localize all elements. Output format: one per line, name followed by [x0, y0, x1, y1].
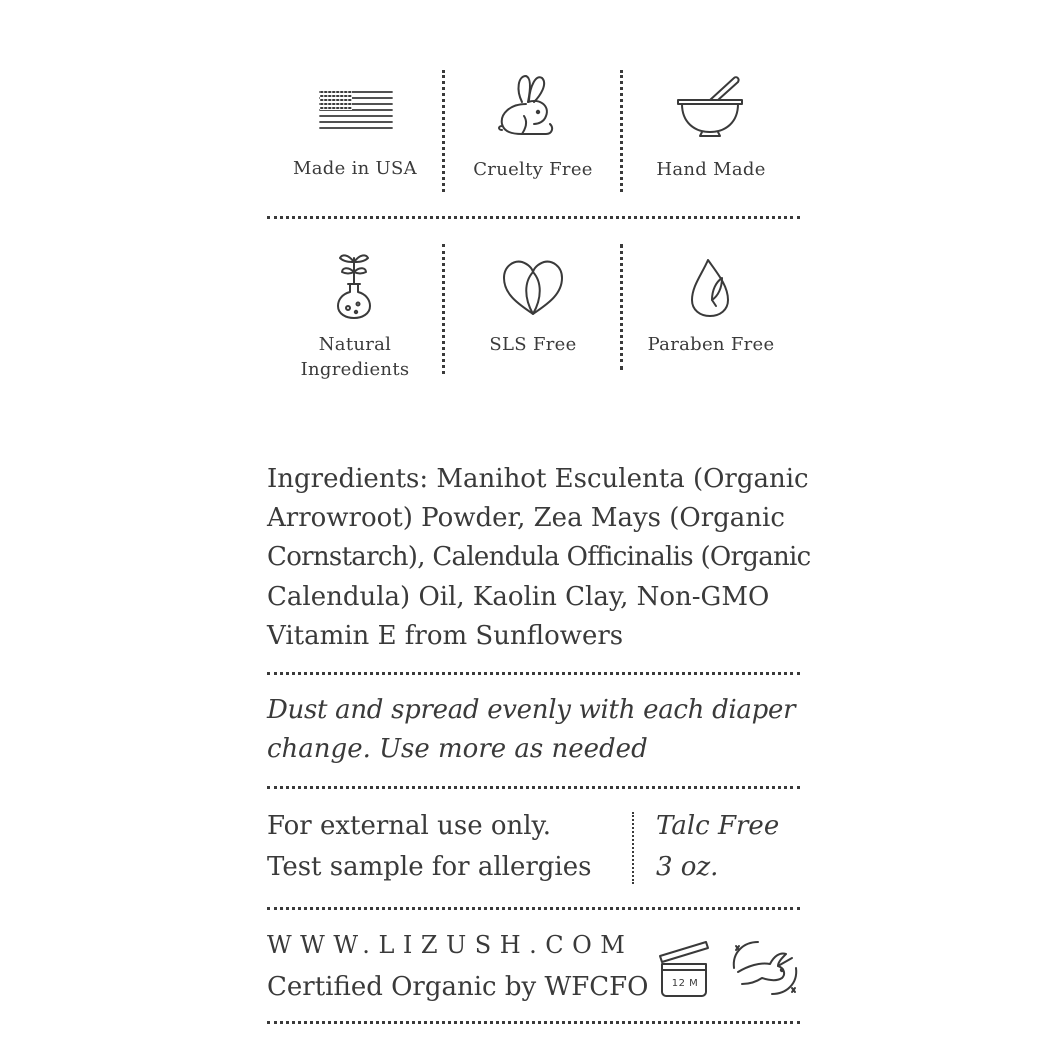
feature-label-made-in-usa: Made in USA	[293, 158, 417, 179]
ingredients-line: Arrowroot) Powder, Zea Mays (Organic	[267, 503, 785, 533]
section-divider	[267, 786, 800, 789]
ingredients-line: Ingredients: Manihot Esculenta (Organic	[267, 464, 809, 494]
heart-leaf-icon	[500, 258, 566, 318]
ingredients-line: Calendula) Oil, Kaolin Clay, Non-GMO	[267, 582, 770, 612]
column-divider	[632, 812, 634, 884]
pao-label: 12 M	[671, 978, 699, 989]
open-jar-icon	[656, 938, 712, 998]
section-divider	[267, 216, 800, 219]
website-url: WWW.LIZUSH.COM	[267, 931, 634, 959]
bunny-icon	[496, 72, 566, 138]
ingredients-line: Vitamin E from Sunflowers	[267, 621, 624, 651]
directions-line: Dust and spread evenly with each diaper	[267, 695, 796, 725]
certified-organic-text: Certified Organic by WFCFO	[267, 972, 649, 1002]
warning-test-sample: Test sample for allergies	[267, 852, 592, 882]
warning-external-use: For external use only.	[267, 811, 552, 841]
directions-line: change. Use more as needed	[267, 734, 648, 764]
feature-label-sls-free: SLS Free	[489, 334, 577, 355]
feature-label-cruelty-free: Cruelty Free	[473, 159, 593, 180]
feature-label-natural-ingredients: Natural Ingredients	[300, 334, 410, 380]
feature-label-hand-made: Hand Made	[656, 159, 766, 180]
usa-flag-icon	[318, 88, 394, 134]
droplet-leaf-icon	[688, 256, 732, 320]
section-divider	[267, 672, 800, 675]
section-divider	[267, 907, 800, 910]
feature-label-paraben-free: Paraben Free	[647, 334, 775, 355]
ingredients-line: Cornstarch), Calendula Officinalis (Organic	[267, 542, 811, 572]
mortar-pestle-icon	[674, 74, 746, 138]
product-size: 3 oz.	[656, 852, 719, 882]
leaping-bunny-icon	[728, 938, 802, 998]
sprout-flask-icon	[334, 250, 374, 320]
section-divider	[267, 1021, 800, 1024]
talc-free-label: Talc Free	[656, 811, 780, 841]
